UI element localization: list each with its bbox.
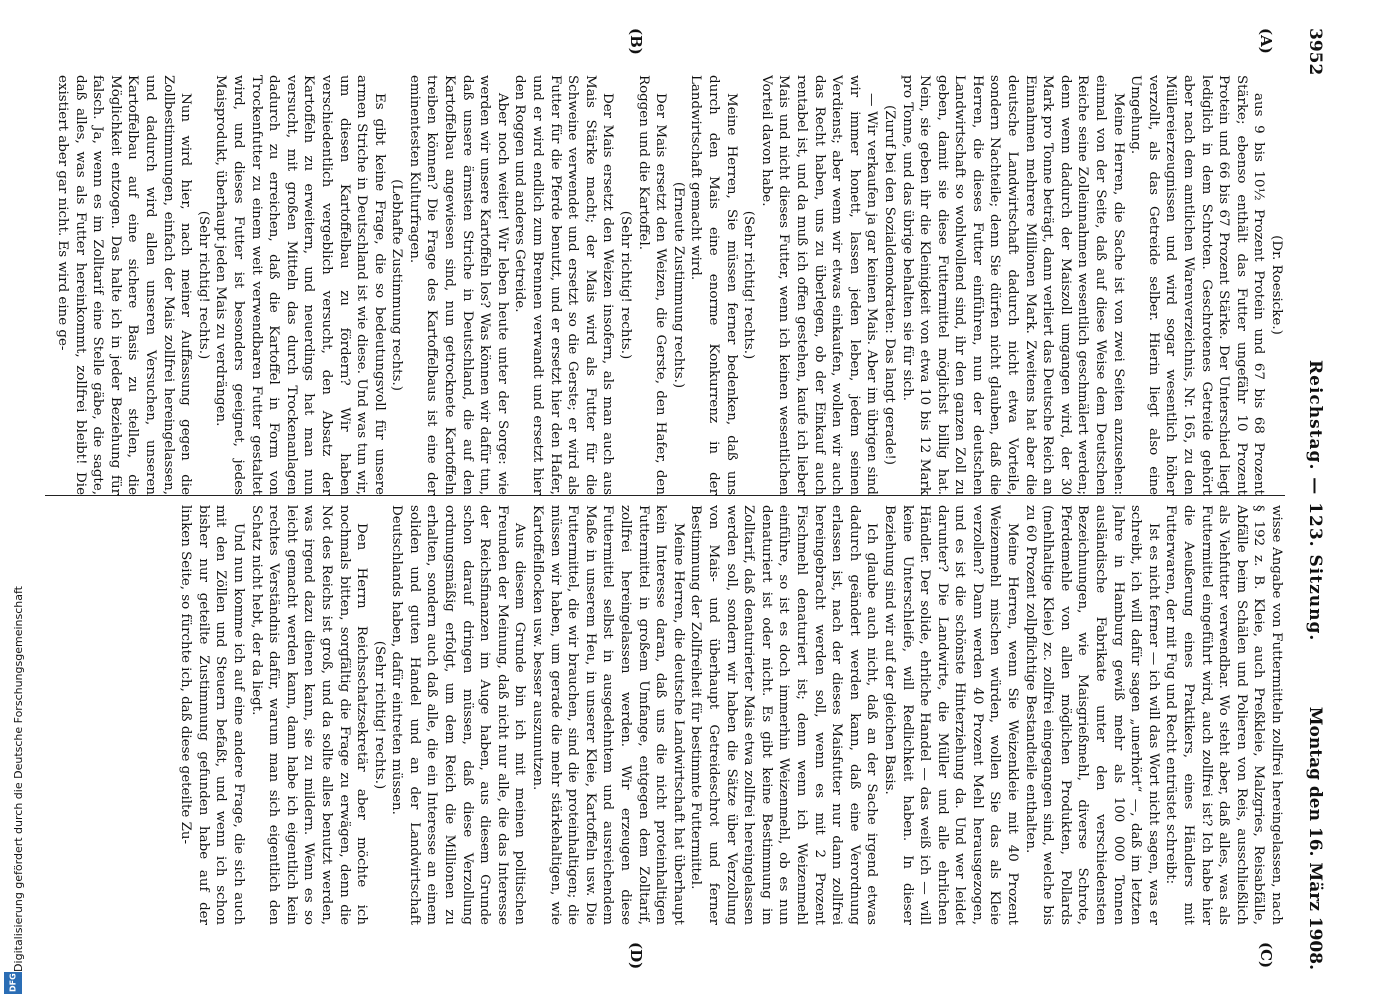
margin-mark-c: (C)	[1257, 942, 1275, 969]
session-date: Montag den 16. März 1908.	[1305, 706, 1325, 970]
column-divider	[45, 495, 1285, 496]
paragraph: Aber noch weiter! Wir leben heute unter der Sorge: wie werden wir unsere Kartoffeln los? Was können wir dafür tun, daß unsere ärmsten Striche in Deutschland, die auf den Kartoffelbau angewiesen sind, nun getrocknete Kartoffeln treiben können? Die Frage des Kartoffelbaus ist eine der eminentesten Kulturfragen.	[406, 75, 510, 495]
paragraph: Aus diesem Grunde bin ich mit meinen politischen Freunden der Meinung, daß nicht nur alle, die das Interesse der Reichsfinanzen im Auge haben, aus diesem Grunde schon darauf dringen müssen, daß diese Verzollung ordnungsmäßig erfolgt, um dem Reich die Millionen zu erhalten, sondern auch daß alle, die ein Interesse an einem soliden und guten Handel und an der Landwirtschaft Deutschlands haben, dafür eintreten müssen.	[389, 505, 528, 925]
rotated-document-page	[15, 20, 1335, 980]
page-number: 3952	[1305, 28, 1325, 76]
paragraph: Der Mais ersetzt den Weizen insofern, als man auch aus Mais Stärke macht; der Mais wird als Futter für die Schweine verwendet und ersetzt so die Gerste; er wird als Futter für die Pferde benutzt, und er ersetzt hier den Hafer, und er wird endlich zum Brennen verwandt und ersetzt hier den Roggen und anderes Getreide.	[512, 75, 616, 495]
interjection: (Sehr richtig! rechts.)	[741, 210, 757, 360]
paragraph: Und nun komme ich auf eine andere Frage, die sich auch mit den Zöllen und Steuern befaßt, und wenn ich schon bisher nur geteilte Zustimmung gefunden habe auf der linken Seite, so fürchte ich, daß diese geteilte Zu-	[178, 505, 246, 925]
text-column-right	[25, 505, 1285, 925]
paragraph: aus 9 bis 10½ Prozent Protein und 67 bis 68 Prozent Stärke; ebenso enthält das Futter ungefähr 10 Prozent Protein und 66 bis 67 Prozent Stärke. Der Unterschied liegt lediglich in dem Schroten. Geschrotenes Getreide gehört aber nach dem amtlichen Warenverzeichnis, Nr. 165, zu den Müllereierzeugnissen und wird sogar wesentlich höher verzollt, als das Getreide selber. Hierin liegt also eine Umgehung.	[1128, 75, 1267, 495]
interjection: (Lebhafte Zustimmung rechts.)	[389, 179, 405, 391]
paragraph: — Wir verkaufen ja gar keinen Mais. Aber im übrigen sind wir immer honett, lassen jeden leben, jedem seinen Verdienst; aber wenn wir etwas einkaufen, wollen wir auch das Recht haben, uns zu überlegen, ob der Einkauf auch rentabel ist, und da muß ich offen gestehen, kaufe ich lieber Mais und nicht dieses Futter, wenn ich keinen wesentlichen Vorteil davon habe.	[758, 75, 880, 495]
paragraph: Meine Herren, Sie müssen ferner bedenken, daß uns durch den Mais eine enorme Konkurrenz in der Landwirtschaft gemacht wird.	[688, 75, 739, 495]
interjection: (Sehr richtig! rechts.)	[618, 210, 634, 360]
paragraph: Meine Herren, die Sache ist von zwei Seiten anzusehen: einmal von der Seite, daß auf diese Weise dem Deutschen Reiche seine Zolleinnahmen wesentlich geschmälert werden; denn wenn dadurch der Maiszoll umgangen wird, der 30 Mark pro Tonne beträgt, dann verliert das Deutsche Reich an Einnahmen mehrere Millionen Mark. Zweitens hat aber die deutsche Landwirtschaft dadurch nicht etwa Vorteile, sondern Nachteile; denn Sie dürfen nicht glauben, daß die Herren, die dieses Futter einführen, nun der deutschen Landwirtschaft so wohlwollend sind, ihr den ganzen Zoll zu geben, damit sie diese Futtermittel möglichst billig hat. Nein, sie geben ihr die Kleinigkeit von etwa 10 bis 12 Mark pro Tonne, und das übrige behalten sie für sich.	[899, 75, 1126, 495]
paragraph: Meine Herren, wenn Sie Weizenkleie mit 40 Prozent Weizenmehl mischen würden, wollen Sie das als Kleie verzollen? Dann werden 40 Prozent Mehl herausgezogen, und es ist die schönste Hinterziehung da. Und wer leidet darunter? Die Landwirte, die Müller und alle ehrlichen Händler. Der solide, ehrliche Handel — das weiß ich — will keine Unterschleife, will Redlichkeit haben. In dieser Beziehung sind wir auf der gleichen Basis.	[881, 505, 1021, 925]
margin-mark-b: (B)	[627, 28, 645, 55]
paragraph: Es gibt keine Frage, die so bedeutungsvoll für unsere armen Striche in Deutschland ist wie diese. Und was tun wir, um diesen Kartoffelbau zu fördern? Wir haben verschiedentlich vergeblich versucht, den Absatz der Kartoffeln zu erweitern, und neuerdings hat man nun versucht, mit großen Mitteln das durch Trockenanlagen dadurch zu erreichen, daß die Kartoffel in Form von Trockenfutter zu einem weit verwendbaren Futter gestaltet wird, und dieses Futter ist besonders geeignet, jedes Maisprodukt, überhaupt jeden Mais zu verdrängen.	[213, 75, 387, 495]
page-header	[1295, 20, 1335, 980]
dfg-logo: DFG	[4, 972, 22, 994]
interjection: (Zuruf bei den Sozialdemokraten: Das langt gerade!)	[881, 104, 897, 466]
margin-mark-a: (A)	[1257, 28, 1275, 54]
interjection: (Sehr richtig! rechts.)	[371, 640, 387, 790]
digitization-credit: Digitalisierung gefördert durch die Deutsche Forschungsgemeinschaft	[12, 586, 25, 972]
paragraph: Der Mais ersetzt den Weizen, die Gerste, den Hafer, den Roggen und die Kartoffel.	[635, 75, 669, 495]
paragraph: Nun wird hier, nach meiner Auffassung gegen die Zollbestimmungen, einfach der Mais zollfrei hereingelassen, und dadurch wird allen unseren Versuchen, unseren Kartoffelbau auf eine sichere Basis zu stellen, die Möglichkeit entzogen. Das halte ich in jeder Beziehung für falsch. Ja, wenn es im Zolltarif eine Stelle gäbe, die sagte, daß alles, was als Futter hereinkommt, zollfrei bleibt! Die existiert aber gar nicht. Es wird eine ge-	[55, 75, 194, 495]
session-title: Reichstag. — 123. Sitzung.	[1305, 360, 1325, 642]
paragraph: Ich glaube auch nicht, daß an der Sache irgend etwas dadurch geändert werden kann, daß eine Verordnung erlassen ist, nach der dieses Maisfutter nur dann zollfrei hereingebracht werden soll, wenn es mit 2 Prozent Fischmehl denaturiert ist; denn wenn ich Weizenmehl einführe, so ist es doch immerhin Weizenmehl, ob es nun denaturiert ist oder nicht. Es gibt keine Bestimmung im Zolltarif, daß denaturierter Mais etwa zollfrei hereingelassen werden soll, sondern wir haben die Sätze über Verzollung von Mais- und überhaupt Getreideschrot und ferner Bestimmung der Zollfreiheit für bestimmte Futtermittel.	[688, 505, 880, 925]
interjection: (Sehr richtig! rechts.)	[195, 210, 211, 360]
paragraph: Meine Herren, die deutsche Landwirtschaft hat überhaupt kein Interesse daran, daß uns die nicht proteinhaltigen Futtermittel in großem Umfange, entgegen dem Zolltarif, zollfrei hereingelassen werden. Wir erzeugen diese Futtermittel selbst in ausgedehntem und ausreichendem Maße in unserem Heu, in unserer Kleie, Kartoffeln usw. Die Futtermittel, die wir brauchen, sind die proteinhaltigen; die müssen wir haben, um gerade die mehr stärkehaltigen, wie Kartoffelflocken usw. besser auszunutzen.	[530, 505, 686, 925]
interjection: (Erneute Zustimmung rechts.)	[670, 181, 686, 389]
margin-mark-d: (D)	[627, 942, 645, 970]
text-column-left	[25, 75, 1285, 495]
paragraph: Ist es nicht ferner — ich will das Wort nicht sagen, was er schreibt, ich will dafür sagen „unerhört“ —, daß im letzten Jahre in Hamburg gewiß mehr als 100 000 Tonnen ausländische Fabrikate unter den verschiedensten Bezeichnungen, wie Maisgrießmehl, diverse Schrote, Pferdemehle von allen möglichen Produkten, Pollards (mehlhaltige Kleie) zc. zollfrei eingegangen sind, welche bis zu 60 Prozent zollpflichtige Bestandteile enthalten.	[1022, 505, 1161, 925]
paragraph: wisse Angabe von Futtermitteln zollfrei hereingelassen, nach § 192 z. B. Kleie, auch Preßkleie, Malzgries, Reisabfälle, Abfälle beim Schälen und Polieren von Reis, ausschließlich als Viehfutter verwendbar. Wo steht aber, daß alles, was als Futtermittel eingeführt wird, auch zollfrei ist? Ich habe hier die Aeußerung eines Praktikers, eines Händlers mit Futterwaren, der mit Fug und Recht entrüstet schreibt:	[1163, 505, 1284, 925]
speaker-label: (Dr. Roesicke.)	[1269, 235, 1284, 335]
paragraph: Den Herrn Reichsschatzsekretär aber möchte ich nochmals bitten, sorgfältig die Frage zu erwägen, denn die Not des Reichs ist groß, und da sollte alles benutzt werden, was irgend dazu dienen kann, sie zu mildern. Wenn es so leicht gemacht werden kann, dann habe ich eigentlich kein rechtes Verständnis dafür, warum man sich eigentlich den Schatz nicht hebt, der da liegt.	[248, 505, 370, 925]
